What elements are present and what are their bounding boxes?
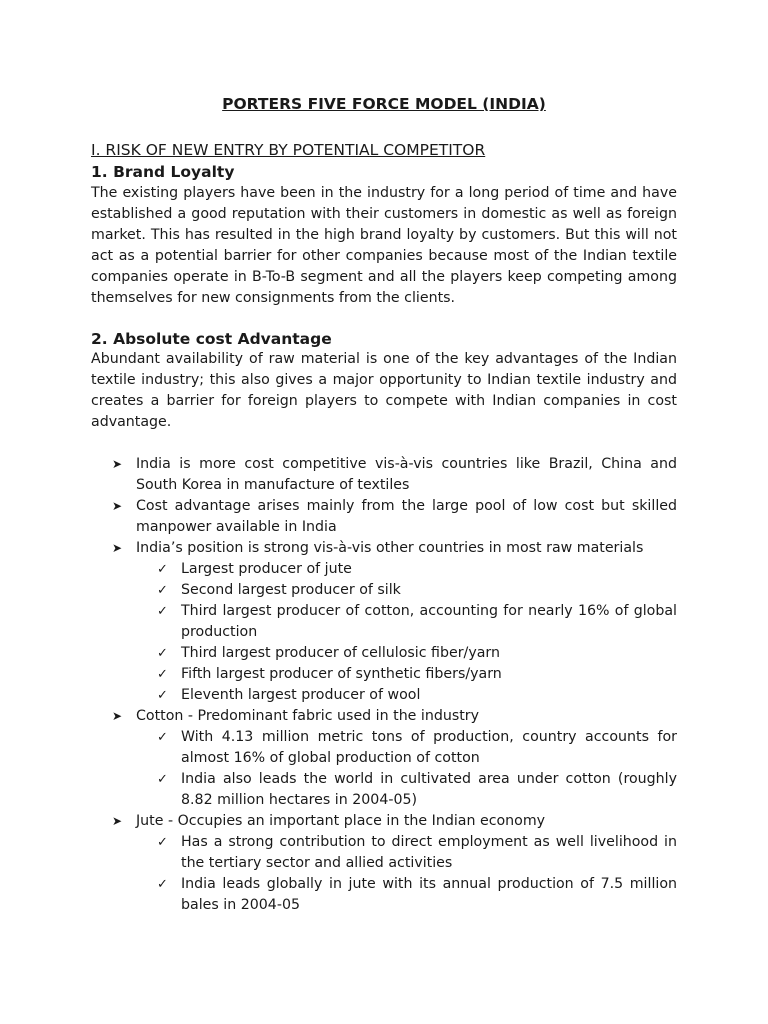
- absolute-cost-heading: 2. Absolute cost Advantage: [91, 330, 332, 348]
- arrow-bullet-icon: ➤: [112, 541, 123, 555]
- sub-list-item: ✓ India leads globally in jute with its annual production of 7.5 million bales in 2004-05: [157, 876, 677, 913]
- sub-list-item: ✓ India also leads the world in cultivated area under cotton (roughly 8.82 million hectares in 2004-05): [157, 771, 677, 808]
- page-title: PORTERS FIVE FORCE MODEL (INDIA): [222, 95, 546, 113]
- list-item: [112, 496, 677, 538]
- list-item-text: Cost advantage arises mainly from the large pool of low cost but skilled manpower available in India: [136, 498, 677, 535]
- sub-list-item: ✓ With 4.13 million metric tons of production, country accounts for almost 16% of global production of cotton: [157, 729, 677, 766]
- check-icon: ✓: [157, 562, 168, 577]
- absolute-cost-paragraph: Abundant availability of raw material is one of the key advantages of the Indian textile industry; this also gives a major opportunity to Indian textile industry and creates a barrier for foreign players to compete with Indian companies in cost advantage.: [91, 351, 677, 430]
- list-item: [112, 811, 677, 916]
- sub-list: [136, 727, 677, 811]
- sub-list: [136, 832, 677, 916]
- check-icon: ✓: [157, 646, 168, 661]
- sub-list-item: ✓ Fifth largest producer of synthetic fibers/yarn: [157, 664, 677, 685]
- sub-list-item: ✓ Third largest producer of cellulosic fiber/yarn: [157, 643, 677, 664]
- section-heading: I. RISK OF NEW ENTRY BY POTENTIAL COMPETITOR: [91, 141, 486, 159]
- arrow-bullet-icon: ➤: [112, 499, 123, 513]
- sub-list: [136, 559, 677, 706]
- sub-list-item: ✓ Has a strong contribution to direct employment as well livelihood in the tertiary sector and allied activities: [157, 834, 677, 871]
- sub-list-item: ✓ Largest producer of jute: [157, 559, 677, 580]
- check-icon: ✓: [157, 583, 168, 598]
- list-item-text: Jute - Occupies an important place in the Indian economy: [136, 813, 546, 829]
- check-icon: ✓: [157, 772, 168, 787]
- list-item-text: India’s position is strong vis-à-vis other countries in most raw materials: [136, 540, 644, 556]
- check-icon: ✓: [157, 688, 168, 703]
- cost-advantage-list: [112, 454, 677, 916]
- arrow-bullet-icon: ➤: [112, 457, 123, 471]
- check-icon: ✓: [157, 667, 168, 682]
- brand-loyalty-heading: 1. Brand Loyalty: [91, 163, 235, 181]
- check-icon: ✓: [157, 730, 168, 745]
- arrow-bullet-icon: ➤: [112, 709, 123, 723]
- list-item-text: India is more cost competitive vis-à-vis countries like Brazil, China and South Korea in manufacture of textiles: [136, 456, 677, 493]
- check-icon: ✓: [157, 835, 168, 850]
- list-item-text: Cotton - Predominant fabric used in the industry: [136, 708, 480, 724]
- sub-list-item: ✓ Eleventh largest producer of wool: [157, 685, 677, 706]
- sub-list-item: ✓ Third largest producer of cotton, accounting for nearly 16% of global production: [157, 603, 677, 640]
- check-icon: ✓: [157, 877, 168, 892]
- list-item: [112, 538, 677, 706]
- arrow-bullet-icon: ➤: [112, 814, 123, 828]
- list-item: [112, 454, 677, 496]
- brand-loyalty-paragraph: The existing players have been in the industry for a long period of time and have established a good reputation with their customers in domestic as well as foreign market. This has resulted in the high brand loyalty by customers. But this will not act as a potential barrier for other companies because most of the Indian textile companies operate in B-To-B segment and all the players keep competing among themselves for new consignments from the clients.: [91, 185, 677, 306]
- check-icon: ✓: [157, 604, 168, 619]
- sub-list-item: ✓ Second largest producer of silk: [157, 580, 677, 601]
- list-item: [112, 706, 677, 811]
